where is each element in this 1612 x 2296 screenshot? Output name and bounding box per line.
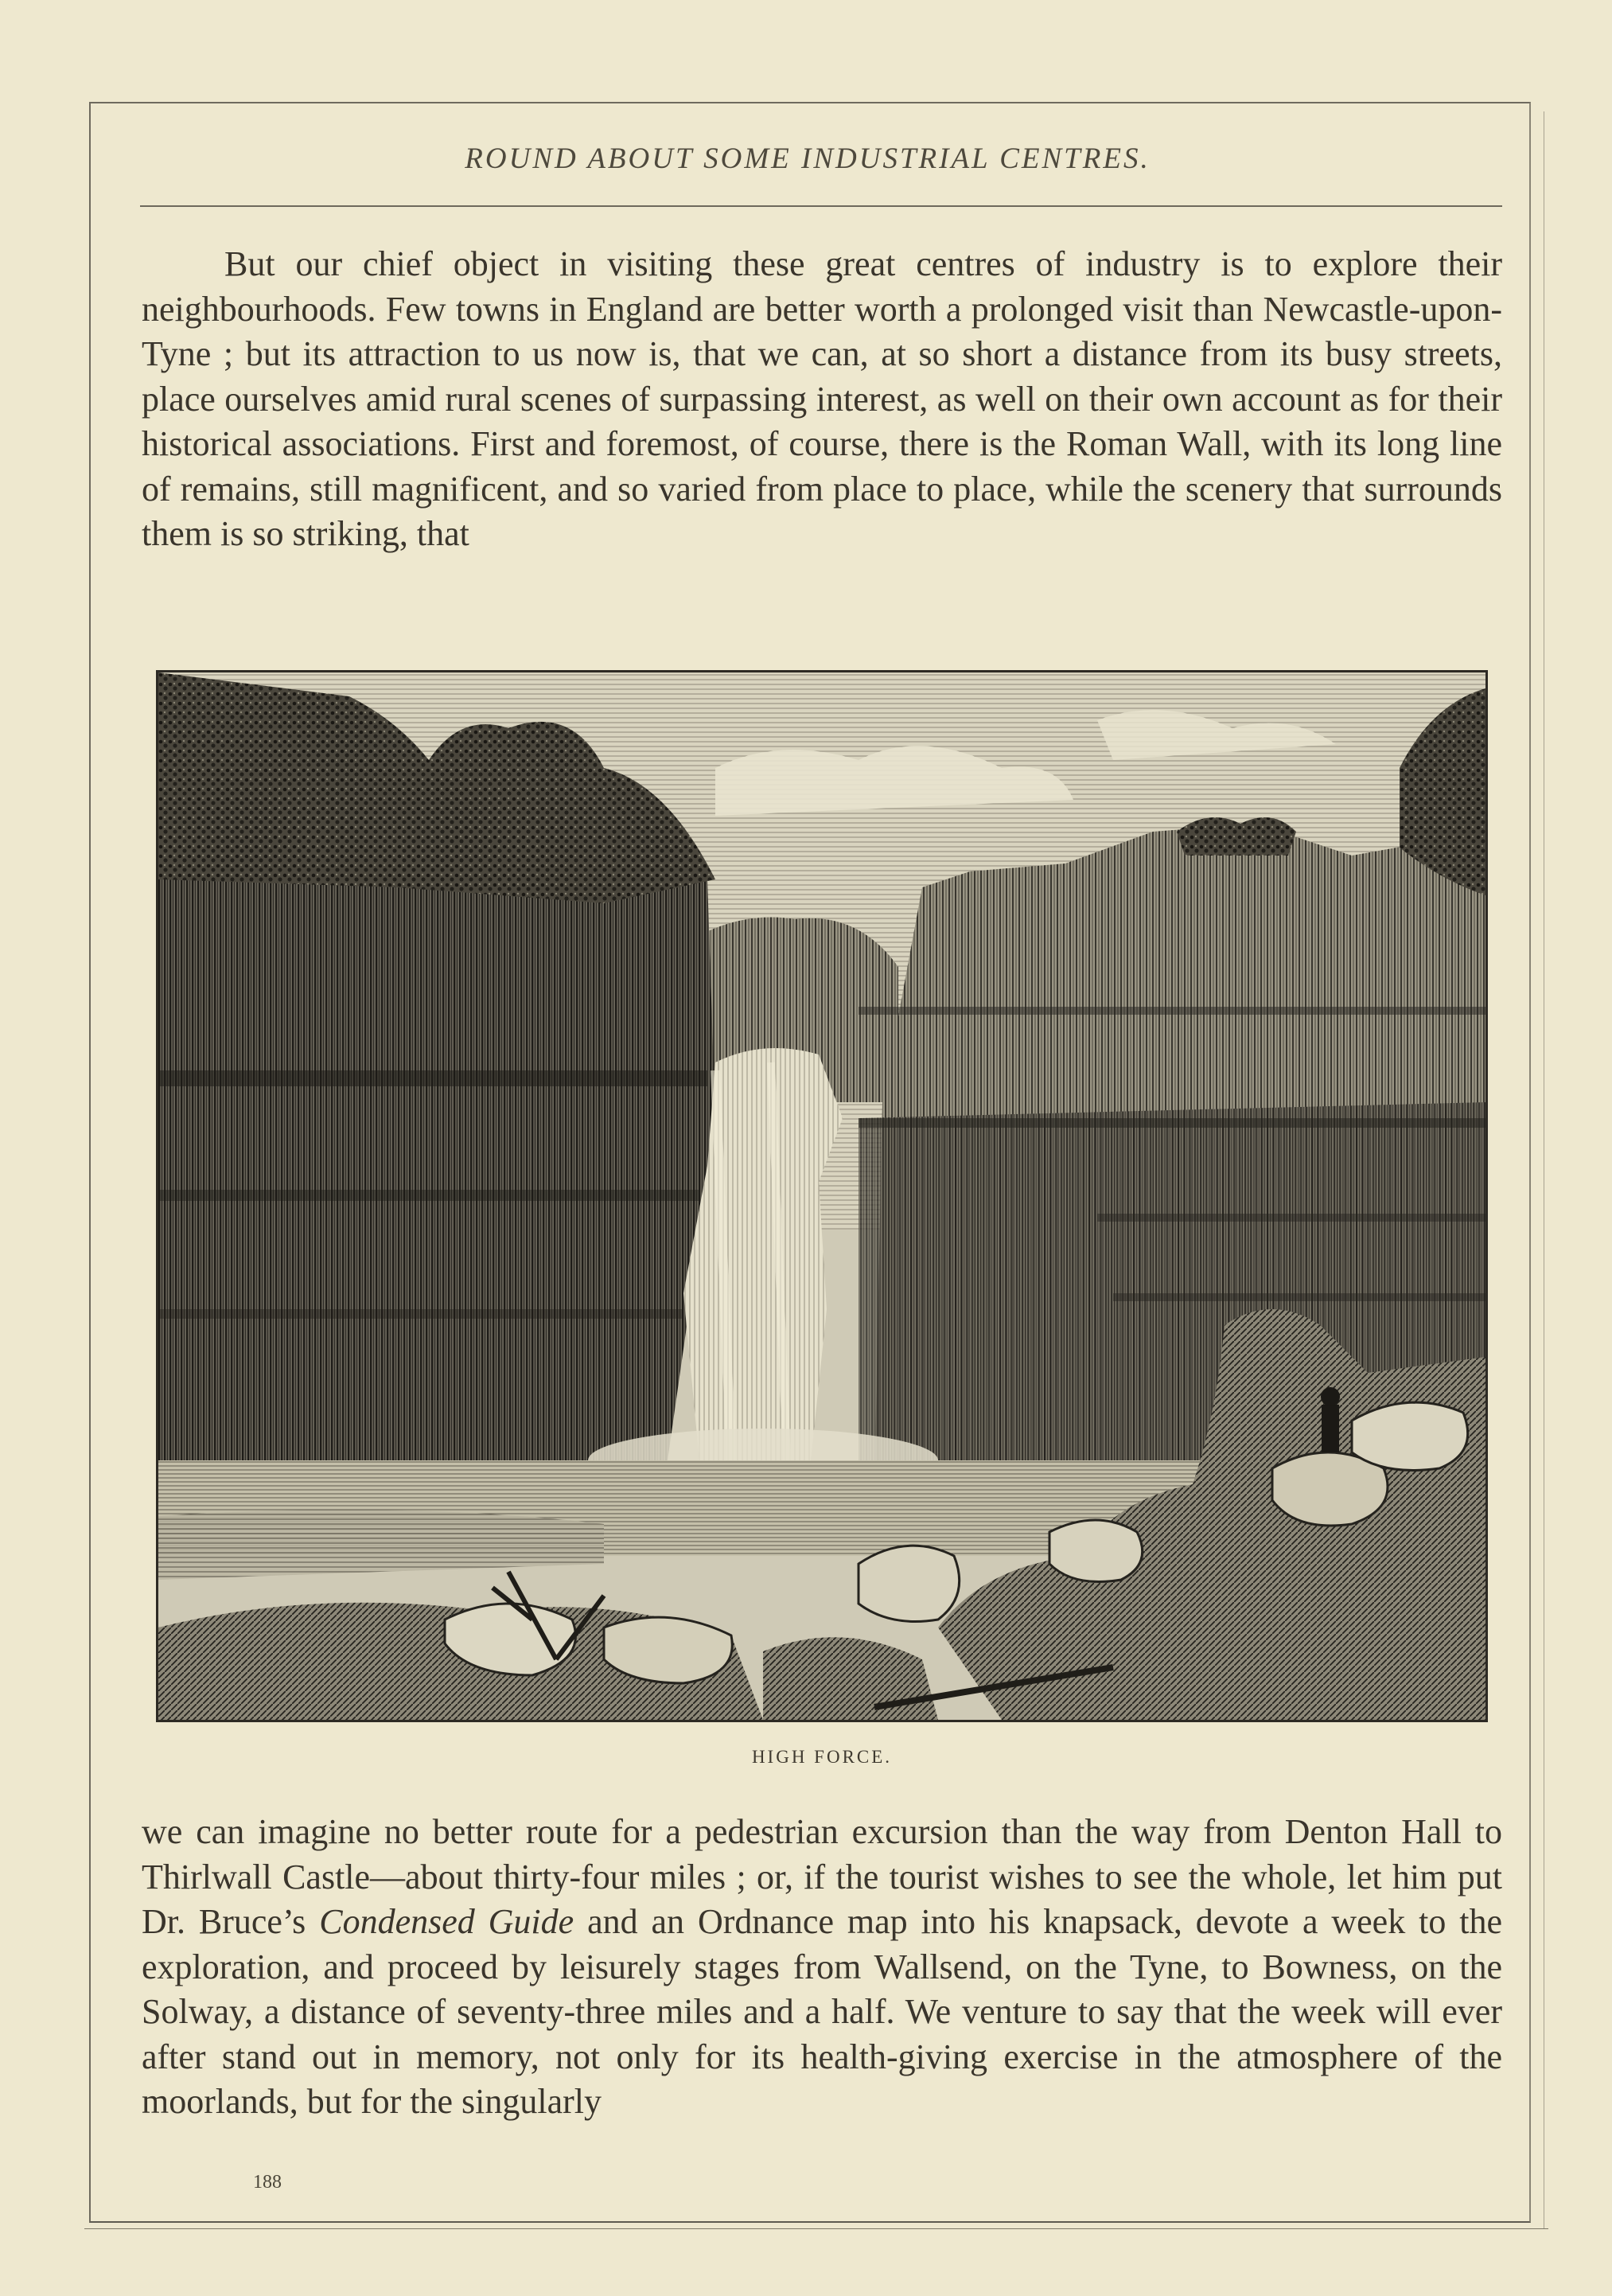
- running-head: ROUND ABOUT SOME INDUSTRIAL CENTRES.: [465, 142, 1151, 175]
- page-number: 188: [253, 2172, 282, 2193]
- outer-rule-bottom: [84, 2228, 1548, 2229]
- figure-caption: HIGH FORCE.: [751, 1747, 893, 1767]
- paragraph-bottom: [142, 1810, 1502, 2125]
- book-title: Condensed Guide: [319, 1902, 574, 1941]
- head-rule: [140, 205, 1502, 207]
- paragraph-bottom-lead: we can imagine no better route for a pedestrian excursion than the way from Denton Hall to Thirlwall Castle—about thirty-four miles ; or, if the tourist wishes to see the whole, let him put Dr. Bruce’s: [142, 1812, 1502, 1941]
- paragraph-bottom-rest: and an Ordnance map into his knapsack, devote a week to the exploration, and proceed by leisurely stages from Wallsend, on the Tyne, to Bowness, on the Solway, a distance of seventy-three miles and a half. We venture to say that the week will ever after stand out in memory, not only for its health-giving exercise in the atmosphere of the moorlands, but for the singularly: [142, 1902, 1503, 2121]
- waterfall-engraving: [156, 670, 1488, 1722]
- paragraph-top: But our chief object in visiting these great centres of industry is to explore their neighbourhoods. Few towns in England are better worth a prolonged visit than Newcastle-upon-Tyne ; but its attraction to us now is, that we can, at so short a distance from its busy streets, place ourselves amid rural scenes of surpassing interest, as well on their own account as for their historical associations. First and foremost, of course, there is the Roman Wall, with its long line of remains, still magnificent, and so varied from place to place, while the scenery that surrounds them is so striking, that: [142, 244, 1502, 553]
